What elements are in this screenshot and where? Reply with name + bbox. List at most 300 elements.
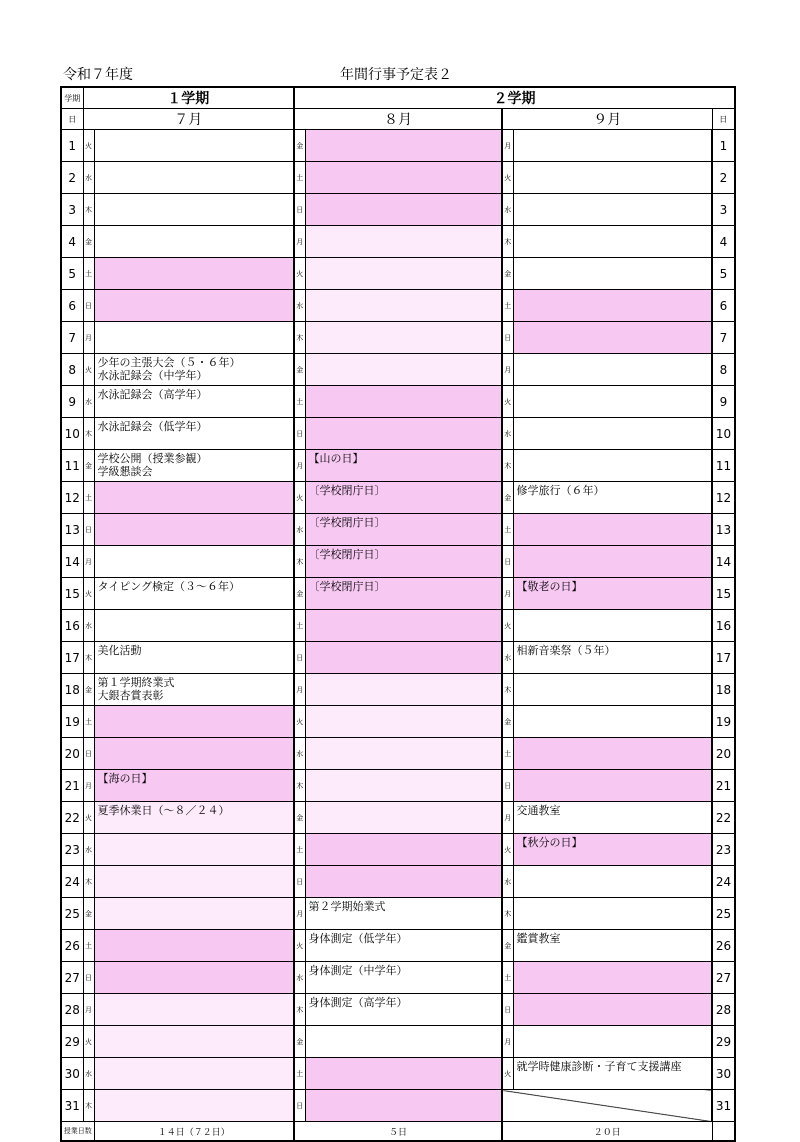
event-cell-september xyxy=(513,962,712,994)
weekday-september: 日 xyxy=(502,770,513,802)
event-cell-july xyxy=(94,1058,294,1090)
schedule-row xyxy=(61,386,735,418)
weekday-august: 月 xyxy=(294,898,305,930)
day-number-right: 30 xyxy=(712,1058,735,1090)
day-number-right: 17 xyxy=(712,642,735,674)
schedule-row xyxy=(61,770,735,802)
day-number-left: 3 xyxy=(61,194,83,226)
day-number-right: 6 xyxy=(712,290,735,322)
weekday-july: 日 xyxy=(83,514,94,546)
event-cell-july xyxy=(94,738,294,770)
event-cell-september xyxy=(513,834,712,866)
month-header-august: ８月 xyxy=(294,109,502,130)
schedule-row xyxy=(61,642,735,674)
no-date-cell xyxy=(502,1090,712,1122)
event-cell-august xyxy=(305,610,502,642)
day-number-right: 16 xyxy=(712,610,735,642)
day-number-right: 2 xyxy=(712,162,735,194)
footer-blank xyxy=(712,1122,735,1142)
weekday-september: 木 xyxy=(502,450,513,482)
weekday-august: 月 xyxy=(294,674,305,706)
event-cell-july xyxy=(94,514,294,546)
event-text: 美化活動 xyxy=(97,644,142,657)
weekday-august: 金 xyxy=(294,802,305,834)
day-number-left: 7 xyxy=(61,322,83,354)
event-cell-july xyxy=(94,770,294,802)
day-number-left: 21 xyxy=(61,770,83,802)
day-number-left: 8 xyxy=(61,354,83,386)
page-title: 年間行事予定表２ xyxy=(340,67,452,83)
weekday-july: 水 xyxy=(83,386,94,418)
day-number-left: 27 xyxy=(61,962,83,994)
weekday-july: 木 xyxy=(83,866,94,898)
weekday-july: 土 xyxy=(83,706,94,738)
event-text: 【海の日】 xyxy=(97,772,153,785)
event-cell-september xyxy=(513,866,712,898)
term2-header: ２学期 xyxy=(294,87,735,109)
event-cell-september xyxy=(513,674,712,706)
weekday-july: 木 xyxy=(83,1090,94,1122)
event-cell-august xyxy=(305,482,502,514)
weekday-july: 木 xyxy=(83,642,94,674)
weekday-september: 土 xyxy=(502,962,513,994)
event-cell-july xyxy=(94,322,294,354)
weekday-august: 日 xyxy=(294,642,305,674)
weekday-july: 日 xyxy=(83,962,94,994)
schedule-row xyxy=(61,226,735,258)
day-number-right: 22 xyxy=(712,802,735,834)
event-cell-september xyxy=(513,1026,712,1058)
event-cell-july xyxy=(94,994,294,1026)
schedule-row xyxy=(61,194,735,226)
schedule-row xyxy=(61,610,735,642)
event-cell-august xyxy=(305,962,502,994)
event-cell-august xyxy=(305,1090,502,1122)
weekday-august: 火 xyxy=(294,258,305,290)
day-number-right: 23 xyxy=(712,834,735,866)
event-cell-august xyxy=(305,322,502,354)
weekday-july: 火 xyxy=(83,1026,94,1058)
day-number-right: 25 xyxy=(712,898,735,930)
weekday-september: 月 xyxy=(502,130,513,162)
event-cell-september xyxy=(513,738,712,770)
day-number-right: 8 xyxy=(712,354,735,386)
weekday-september: 日 xyxy=(502,994,513,1026)
day-number-right: 31 xyxy=(712,1090,735,1122)
event-text: 【山の日】 xyxy=(308,452,364,465)
day-number-right: 9 xyxy=(712,386,735,418)
weekday-july: 水 xyxy=(83,162,94,194)
schedule-row xyxy=(61,1090,735,1122)
event-cell-september xyxy=(513,802,712,834)
weekday-july: 月 xyxy=(83,546,94,578)
event-cell-august xyxy=(305,642,502,674)
class-days-label: 授業日数 xyxy=(61,1122,94,1142)
event-cell-september xyxy=(513,290,712,322)
weekday-july: 金 xyxy=(83,226,94,258)
event-cell-august xyxy=(305,770,502,802)
event-cell-august xyxy=(305,1058,502,1090)
schedule-row xyxy=(61,802,735,834)
event-cell-july xyxy=(94,546,294,578)
schedule-row xyxy=(61,962,735,994)
weekday-september: 金 xyxy=(502,706,513,738)
weekday-september: 火 xyxy=(502,1058,513,1090)
event-text: 学校公開（授業参観） xyxy=(97,452,208,465)
weekday-september: 金 xyxy=(502,930,513,962)
weekday-july: 火 xyxy=(83,802,94,834)
weekday-july: 土 xyxy=(83,930,94,962)
day-number-right: 20 xyxy=(712,738,735,770)
schedule-row xyxy=(61,354,735,386)
day-number-left: 1 xyxy=(61,130,83,162)
weekday-september: 月 xyxy=(502,1026,513,1058)
event-cell-september xyxy=(513,1058,712,1090)
day-number-left: 9 xyxy=(61,386,83,418)
weekday-september: 土 xyxy=(502,514,513,546)
day-number-right: 10 xyxy=(712,418,735,450)
day-number-left: 31 xyxy=(61,1090,83,1122)
event-cell-august xyxy=(305,386,502,418)
weekday-august: 日 xyxy=(294,866,305,898)
weekday-september: 日 xyxy=(502,322,513,354)
day-number-left: 15 xyxy=(61,578,83,610)
event-text: 夏季休業日（～８／２４） xyxy=(97,804,230,817)
event-cell-august xyxy=(305,162,502,194)
weekday-july: 日 xyxy=(83,738,94,770)
event-text: 〔学校閉庁日〕 xyxy=(308,516,386,529)
weekday-september: 水 xyxy=(502,418,513,450)
weekday-september: 木 xyxy=(502,226,513,258)
schedule-row xyxy=(61,866,735,898)
event-cell-august xyxy=(305,706,502,738)
event-cell-august xyxy=(305,994,502,1026)
day-number-right: 27 xyxy=(712,962,735,994)
day-number-left: 19 xyxy=(61,706,83,738)
weekday-august: 日 xyxy=(294,1090,305,1122)
day-number-right: 29 xyxy=(712,1026,735,1058)
event-cell-july xyxy=(94,418,294,450)
day-number-left: 23 xyxy=(61,834,83,866)
day-label-right: 日 xyxy=(712,109,735,130)
event-cell-august xyxy=(305,354,502,386)
day-number-left: 22 xyxy=(61,802,83,834)
event-cell-august xyxy=(305,290,502,322)
schedule-row xyxy=(61,898,735,930)
weekday-august: 金 xyxy=(294,354,305,386)
event-cell-september xyxy=(513,930,712,962)
day-number-right: 7 xyxy=(712,322,735,354)
weekday-july: 木 xyxy=(83,418,94,450)
weekday-july: 水 xyxy=(83,834,94,866)
event-text: 身体測定（低学年） xyxy=(308,932,408,945)
day-number-right: 3 xyxy=(712,194,735,226)
schedule-row xyxy=(61,578,735,610)
weekday-july: 金 xyxy=(83,450,94,482)
annual-schedule-table xyxy=(60,86,736,1142)
weekday-july: 火 xyxy=(83,130,94,162)
event-cell-july xyxy=(94,290,294,322)
schedule-row xyxy=(61,162,735,194)
weekday-july: 土 xyxy=(83,482,94,514)
event-cell-august xyxy=(305,450,502,482)
weekday-september: 木 xyxy=(502,898,513,930)
weekday-september: 木 xyxy=(502,674,513,706)
weekday-august: 土 xyxy=(294,386,305,418)
event-cell-august xyxy=(305,418,502,450)
schedule-row xyxy=(61,738,735,770)
weekday-august: 水 xyxy=(294,514,305,546)
event-cell-august xyxy=(305,930,502,962)
weekday-september: 火 xyxy=(502,162,513,194)
event-cell-july xyxy=(94,962,294,994)
event-text: 身体測定（高学年） xyxy=(308,996,408,1009)
schedule-row xyxy=(61,258,735,290)
weekday-july: 水 xyxy=(83,610,94,642)
event-text: 学級懇談会 xyxy=(97,465,153,478)
day-number-left: 4 xyxy=(61,226,83,258)
day-number-right: 1 xyxy=(712,130,735,162)
day-number-left: 20 xyxy=(61,738,83,770)
day-number-right: 28 xyxy=(712,994,735,1026)
schedule-row xyxy=(61,674,735,706)
event-cell-july xyxy=(94,610,294,642)
day-number-left: 14 xyxy=(61,546,83,578)
event-cell-july xyxy=(94,866,294,898)
event-text: 水泳記録会（低学年） xyxy=(97,420,208,433)
event-cell-august xyxy=(305,514,502,546)
day-number-right: 13 xyxy=(712,514,735,546)
class-days-august: ５日 xyxy=(294,1122,502,1142)
event-cell-september xyxy=(513,418,712,450)
term-label: 学期 xyxy=(61,87,83,109)
schedule-row xyxy=(61,1026,735,1058)
weekday-august: 火 xyxy=(294,482,305,514)
event-cell-july xyxy=(94,1090,294,1122)
weekday-july: 月 xyxy=(83,322,94,354)
event-cell-august xyxy=(305,738,502,770)
weekday-july: 金 xyxy=(83,674,94,706)
event-text: 身体測定（中学年） xyxy=(308,964,408,977)
class-days-september: ２０日 xyxy=(502,1122,712,1142)
weekday-september: 水 xyxy=(502,194,513,226)
weekday-september: 金 xyxy=(502,482,513,514)
event-cell-august xyxy=(305,674,502,706)
day-number-left: 24 xyxy=(61,866,83,898)
event-cell-august xyxy=(305,226,502,258)
event-cell-september xyxy=(513,898,712,930)
weekday-august: 火 xyxy=(294,930,305,962)
day-number-left: 28 xyxy=(61,994,83,1026)
weekday-september: 火 xyxy=(502,834,513,866)
day-number-left: 30 xyxy=(61,1058,83,1090)
day-number-left: 13 xyxy=(61,514,83,546)
weekday-august: 土 xyxy=(294,162,305,194)
fiscal-year-label: 令和７年度 xyxy=(63,67,133,83)
event-cell-august xyxy=(305,802,502,834)
event-cell-july xyxy=(94,194,294,226)
weekday-july: 金 xyxy=(83,898,94,930)
event-text: 少年の主張大会（５・６年） xyxy=(97,356,241,369)
weekday-july: 木 xyxy=(83,194,94,226)
event-cell-september xyxy=(513,642,712,674)
event-cell-september xyxy=(513,226,712,258)
day-number-left: 11 xyxy=(61,450,83,482)
weekday-august: 月 xyxy=(294,226,305,258)
event-text: 就学時健康診断・子育て支援講座 xyxy=(516,1060,682,1073)
schedule-row xyxy=(61,418,735,450)
day-label-left: 日 xyxy=(61,109,83,130)
weekday-september: 火 xyxy=(502,610,513,642)
weekday-september: 月 xyxy=(502,578,513,610)
weekday-july: 日 xyxy=(83,290,94,322)
event-text: 〔学校閉庁日〕 xyxy=(308,580,386,593)
event-text: 〔学校閉庁日〕 xyxy=(308,548,386,561)
schedule-row xyxy=(61,834,735,866)
weekday-september: 日 xyxy=(502,546,513,578)
schedule-row xyxy=(61,450,735,482)
day-number-right: 19 xyxy=(712,706,735,738)
day-number-right: 5 xyxy=(712,258,735,290)
event-text: 大銀杏賞表彰 xyxy=(97,689,164,702)
weekday-september: 水 xyxy=(502,642,513,674)
day-number-left: 29 xyxy=(61,1026,83,1058)
event-cell-july xyxy=(94,226,294,258)
weekday-july: 火 xyxy=(83,578,94,610)
weekday-august: 土 xyxy=(294,834,305,866)
event-cell-august xyxy=(305,194,502,226)
event-cell-july xyxy=(94,834,294,866)
weekday-august: 土 xyxy=(294,610,305,642)
event-cell-july xyxy=(94,386,294,418)
month-header-july: ７月 xyxy=(83,109,294,130)
weekday-august: 水 xyxy=(294,290,305,322)
event-text: 交通教室 xyxy=(516,804,561,817)
day-number-left: 25 xyxy=(61,898,83,930)
weekday-august: 木 xyxy=(294,546,305,578)
day-number-right: 12 xyxy=(712,482,735,514)
weekday-august: 日 xyxy=(294,194,305,226)
term1-header: １学期 xyxy=(83,87,294,109)
event-text: タイピング検定（３～６年） xyxy=(97,580,241,593)
weekday-september: 火 xyxy=(502,386,513,418)
event-cell-august xyxy=(305,130,502,162)
event-cell-september xyxy=(513,514,712,546)
event-text: 【敬老の日】 xyxy=(516,580,583,593)
event-cell-july xyxy=(94,130,294,162)
event-text: 相新音楽祭（５年） xyxy=(516,644,616,657)
schedule-row xyxy=(61,546,735,578)
event-text: 修学旅行（６年） xyxy=(516,484,605,497)
weekday-august: 木 xyxy=(294,322,305,354)
event-cell-september xyxy=(513,450,712,482)
event-cell-september xyxy=(513,546,712,578)
event-cell-august xyxy=(305,258,502,290)
event-cell-july xyxy=(94,450,294,482)
event-cell-september xyxy=(513,578,712,610)
event-text: 鑑賞教室 xyxy=(516,932,561,945)
month-header-september: ９月 xyxy=(502,109,712,130)
day-number-left: 12 xyxy=(61,482,83,514)
event-cell-july xyxy=(94,482,294,514)
weekday-august: 日 xyxy=(294,418,305,450)
day-number-right: 18 xyxy=(712,674,735,706)
weekday-august: 火 xyxy=(294,706,305,738)
day-number-right: 11 xyxy=(712,450,735,482)
weekday-august: 金 xyxy=(294,578,305,610)
event-cell-july xyxy=(94,162,294,194)
day-number-right: 26 xyxy=(712,930,735,962)
event-text: 〔学校閉庁日〕 xyxy=(308,484,386,497)
schedule-row xyxy=(61,290,735,322)
weekday-july: 水 xyxy=(83,1058,94,1090)
event-cell-july xyxy=(94,898,294,930)
event-cell-august xyxy=(305,834,502,866)
weekday-september: 水 xyxy=(502,866,513,898)
day-number-right: 24 xyxy=(712,866,735,898)
event-cell-july xyxy=(94,802,294,834)
weekday-july: 土 xyxy=(83,258,94,290)
weekday-august: 金 xyxy=(294,1026,305,1058)
event-cell-july xyxy=(94,674,294,706)
event-cell-september xyxy=(513,994,712,1026)
event-text: 第２学期始業式 xyxy=(308,900,386,913)
weekday-september: 月 xyxy=(502,354,513,386)
event-cell-august xyxy=(305,898,502,930)
weekday-july: 月 xyxy=(83,770,94,802)
event-cell-july xyxy=(94,1026,294,1058)
event-cell-july xyxy=(94,706,294,738)
event-cell-july xyxy=(94,642,294,674)
event-cell-july xyxy=(94,354,294,386)
weekday-september: 月 xyxy=(502,802,513,834)
day-number-right: 15 xyxy=(712,578,735,610)
weekday-august: 水 xyxy=(294,962,305,994)
class-days-july: １４日（７２日） xyxy=(94,1122,294,1142)
event-cell-september xyxy=(513,386,712,418)
day-number-right: 4 xyxy=(712,226,735,258)
schedule-row xyxy=(61,322,735,354)
event-cell-september xyxy=(513,610,712,642)
weekday-august: 金 xyxy=(294,130,305,162)
event-cell-september xyxy=(513,706,712,738)
schedule-row xyxy=(61,706,735,738)
day-number-right: 14 xyxy=(712,546,735,578)
event-text: 水泳記録会（中学年） xyxy=(97,369,208,382)
event-cell-september xyxy=(513,354,712,386)
schedule-row xyxy=(61,130,735,162)
event-cell-july xyxy=(94,258,294,290)
schedule-row xyxy=(61,994,735,1026)
event-cell-july xyxy=(94,930,294,962)
weekday-september: 土 xyxy=(502,290,513,322)
schedule-row xyxy=(61,930,735,962)
schedule-row xyxy=(61,1058,735,1090)
event-cell-september xyxy=(513,770,712,802)
weekday-august: 木 xyxy=(294,770,305,802)
event-cell-september xyxy=(513,194,712,226)
event-cell-september xyxy=(513,162,712,194)
event-text: 水泳記録会（高学年） xyxy=(97,388,208,401)
schedule-row xyxy=(61,514,735,546)
weekday-august: 木 xyxy=(294,994,305,1026)
day-number-left: 6 xyxy=(61,290,83,322)
day-number-left: 10 xyxy=(61,418,83,450)
weekday-july: 月 xyxy=(83,994,94,1026)
day-number-left: 16 xyxy=(61,610,83,642)
weekday-august: 水 xyxy=(294,738,305,770)
day-number-left: 2 xyxy=(61,162,83,194)
